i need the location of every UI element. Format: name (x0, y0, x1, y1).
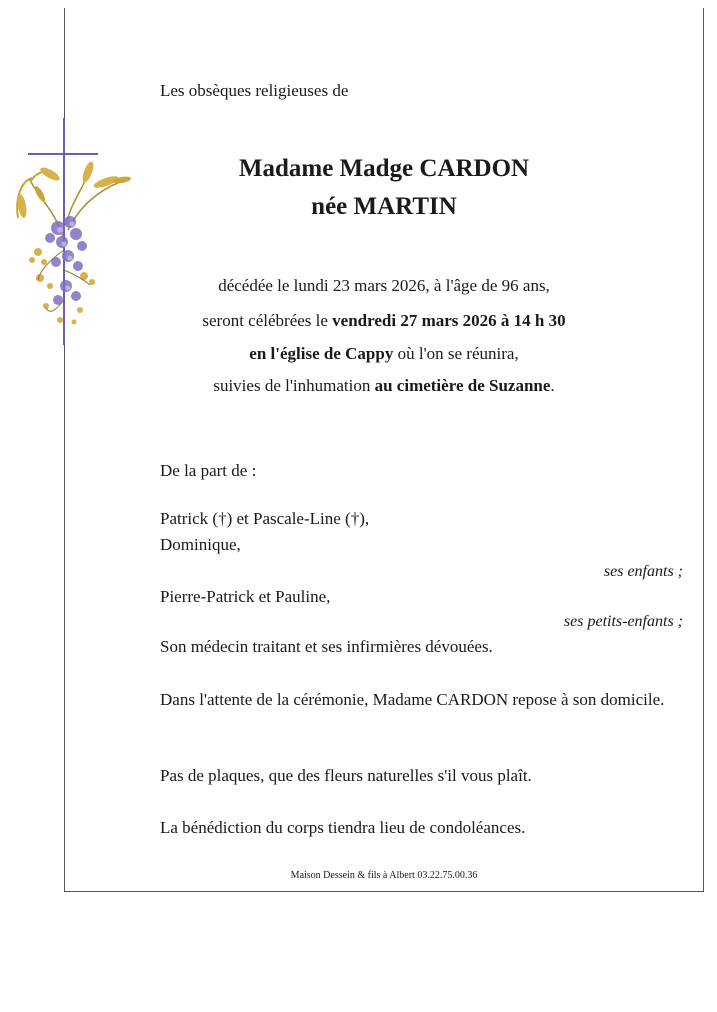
church-suffix: où l'on se réunira, (393, 344, 519, 363)
grandchildren-role: ses petits-enfants ; (563, 613, 683, 630)
ceremony-datetime: vendredi 27 mars 2026 à 14 h 30 (332, 311, 566, 330)
from-label: De la part de : (160, 461, 257, 480)
intro-text: Les obsèques religieuses de (160, 81, 349, 100)
church-name: en l'église de Cappy (249, 344, 394, 363)
deceased-name: Madame Madge CARDON (238, 155, 530, 182)
ceremony-date-prefix: seront célébrées le (202, 311, 333, 330)
burial-suffix: . (550, 376, 555, 395)
ceremony-date-line (64, 311, 704, 331)
flowers-notice: Pas de plaques, que des fleurs naturelles s'il vous plaît. (160, 766, 532, 785)
caregivers-line: Son médecin traitant et ses infirmières dévouées. (160, 637, 493, 656)
burial-line (64, 376, 704, 396)
maiden-name: née MARTIN (311, 193, 457, 220)
blessing-notice: La bénédiction du corps tiendra lieu de condoléances. (160, 818, 526, 837)
funeral-home-footer: Maison Dessein & fils à Albert 03.22.75.00.36 (290, 870, 478, 881)
children-names-1: Patrick (†) et Pascale-Line (†), (160, 509, 370, 528)
page-frame (64, 8, 704, 892)
children-role: ses enfants ; (603, 563, 683, 580)
grandchildren-names: Pierre-Patrick et Pauline, (160, 587, 331, 606)
church-line (64, 344, 704, 364)
cemetery-name: au cimetière de Suzanne (374, 376, 551, 395)
burial-prefix: suivies de l'inhumation (213, 376, 375, 395)
children-names-2: Dominique, (160, 535, 241, 554)
rest-notice: Dans l'attente de la cérémonie, Madame CARDON repose à son domicile. (160, 690, 665, 709)
death-date-line: décédée le lundi 23 mars 2026, à l'âge de 96 ans, (218, 276, 550, 295)
